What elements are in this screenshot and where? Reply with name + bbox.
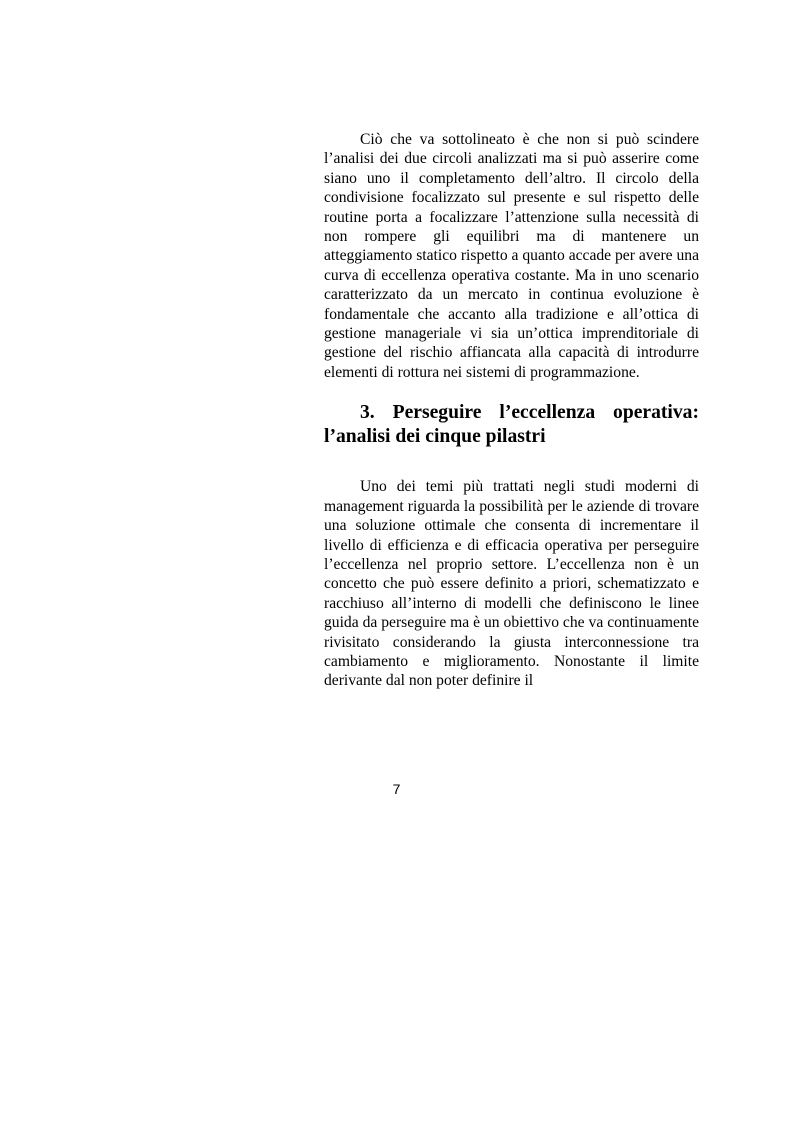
section-heading: 3. Perseguire l’eccellenza operativa: l’analisi dei cinque pilastri (324, 402, 699, 448)
body-paragraph-1: Ciò che va sottolineato è che non si può scindere l’analisi dei due circoli analizzati ma si può asserire come siano uno il completamento dell’altro. Il circolo della condivisione focalizzato sul presente e sul rispetto delle routine porta a focalizzare l’attenzione sulla necessità di non rompere gli equilibri ma di mantenere un atteggiamento statico rispetto a quanto accade per avere una curva di eccellenza operativa costante. Ma in uno scenario caratterizzato da un mercato in continua evoluzione è fondamentale che accanto alla tradizione e all’ottica di gestione manageriale vi sia un’ottica imprenditoriale di gestione del rischio affiancata alla capacità di introdurre elementi di rottura nei sistemi di programmazione. (324, 131, 699, 381)
text-column (324, 130, 699, 691)
body-paragraph-2: Uno dei temi più trattati negli studi moderni di management riguarda la possibilità per le aziende di trovare una soluzione ottimale che consenta di incrementare il livello di efficienza e di efficacia operativa per perseguire l’eccellenza nel proprio settore. L’eccellenza non è un concetto che può essere definito a priori, schematizzato e racchiuso all’interno di modelli che definiscono le linee guida da perseguire ma è un obiettivo che va continuamente rivisitato considerando la giusta interconnessione tra cambiamento e miglioramento. Nonostante il limite derivante dal non poter definire il (324, 478, 699, 690)
page-number: 7 (392, 781, 401, 797)
